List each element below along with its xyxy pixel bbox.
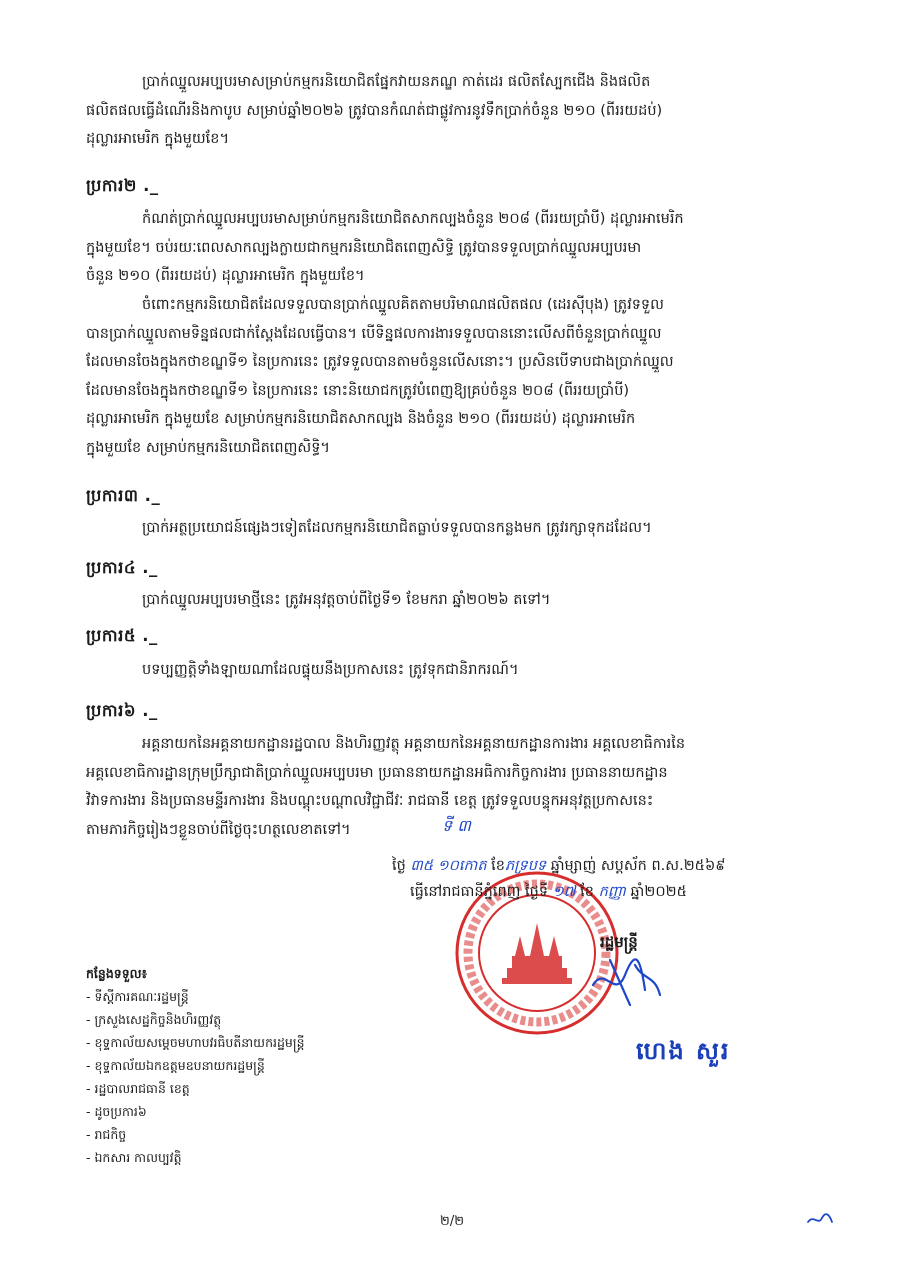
paragraph-article-2b [86, 291, 834, 462]
page-number: ២/២ [440, 1214, 465, 1229]
text-line: ប្រាក់ឈ្នួលអប្បបរមាថ្មីនេះ ត្រូវអនុវត្តចាប់ពីថ្ងៃទី១ ខែមករា ឆ្នាំ២០២៦ តទៅ។ [142, 592, 551, 608]
minister-title: រដ្ឋមន្ត្រី [600, 933, 638, 951]
recipients-title: កន្លែងទទួល៖ [86, 966, 148, 981]
text-line: អគ្គលេខាធិការដ្ឋានក្រុមប្រឹក្សាជាតិប្រាក់ឈ្នួលអប្បបរមា ប្រធាននាយកដ្ឋានអធិការកិច្ចការងារ ប្រធាននាយកដ្ឋាន [86, 764, 668, 781]
text-line: ក្នុងមួយខែ សម្រាប់កម្មករនិយោជិតពេញសិទ្ធិ។ [86, 439, 330, 456]
paragraph-article-3 [86, 514, 834, 543]
article-3-heading: ប្រការ៣ ._ [86, 486, 161, 505]
article-6-heading: ប្រការ៦ ._ [86, 701, 158, 720]
handwritten-solar-month: កញ្ញា [598, 884, 626, 900]
date-block [392, 853, 725, 905]
text-line: អគ្គនាយកនៃអគ្គនាយកដ្ឋានរដ្ឋបាល និងហិរញ្ញវត្ថុ អគ្គនាយកនៃអគ្គនាយកដ្ឋានការងារ អគ្គលេខាធិការនៃ [142, 736, 686, 752]
text-line: បទប្បញ្ញត្តិទាំងឡាយណាដែលផ្ទុយនឹងប្រកាសនេះ ត្រូវទុកជានិរាករណ៍។ [142, 662, 519, 678]
text-line: ផលិតផលធ្វើដំណើរនិងកាបូប សម្រាប់ឆ្នាំ២០២៦ ត្រូវបានកំណត់ជាផ្លូវការនូវទឹកប្រាក់ចំនួន ២១០ (ពីររយដប់) [86, 102, 663, 119]
list-item: - រាជកិច្ច [86, 1127, 127, 1142]
list-item: - ឯកសារ កាលប្បវត្តិ [86, 1150, 182, 1165]
paragraph-article-5 [86, 656, 834, 685]
text-line: ដុល្លារអាមេរិក ក្នុងមួយខែ សម្រាប់កម្មករនិយោជិតសាកល្បង និងចំនួន ២១០ (ពីររយដប់) ដុល្លារអាមេរិក [86, 411, 636, 427]
solar-date-line [392, 879, 725, 905]
article-4-heading: ប្រការ៤ ._ [86, 558, 158, 577]
paragraph-article-4 [86, 586, 834, 615]
handwritten-signature [585, 945, 665, 1015]
text-line: ដុល្លារអាមេរិក ក្នុងមួយខែ។ [86, 131, 230, 147]
text-line: ដែលមានចែងក្នុងកថាខណ្ឌទី១ នៃប្រការនេះ ត្រូវទទួលបានតាមចំនួនលើសនោះ។ ប្រសិនបើទាបជាងប្រាក់ឈ្នួល [86, 354, 674, 370]
lunar-date-line [392, 853, 725, 879]
solar-prefix: ធ្វើនៅរាជធានីភ្នំពេញ ថ្ងៃទី [410, 884, 549, 900]
handwritten-solar-day: ១៧ [552, 884, 576, 900]
list-item: - ខុទ្ទកាល័យឯកឧត្តមឧបនាយករដ្ឋមន្ត្រី [86, 1058, 265, 1073]
text-line: ប្រាក់អត្ថប្រយោជន៍ផ្សេងៗទៀតដែលកម្មករនិយោជិតធ្លាប់ទទួលបានកន្លងមក ត្រូវរក្សាទុកដដែល។ [142, 520, 652, 536]
text-line: វិវាទការងារ និងប្រធានមន្ទីរការងារ និងបណ្តុះបណ្តាលវិជ្ជាជីវៈ រាជធានី ខេត្ត ត្រូវទទួលបន្ទុកអនុវត្តប្រកាសនេះ [86, 793, 654, 809]
text-line: ចំពោះកម្មករនិយោជិតដែលទទួលបានប្រាក់ឈ្នួលគិតតាមបរិមាណផលិតផល (ដេរស៊ីបុង) ត្រូវទទួល [142, 297, 664, 313]
text-line: បានប្រាក់ឈ្នួលតាមទិន្នផលជាក់ស្តែងដែលធ្វើបាន។ បើទិន្នផលការងារទទួលបាននោះលើសពីចំនួនប្រាក់ឈ្នួល [86, 325, 662, 342]
paragraph-intro [86, 68, 834, 154]
list-item: - ទីស្តីការគណៈរដ្ឋមន្ត្រី [86, 989, 189, 1004]
handwritten-lunar-month: ភទ្របទ [504, 858, 547, 874]
article-5-heading: ប្រការ៥ ._ [86, 626, 158, 645]
lunar-suffix: ឆ្នាំម្សាញ់ សប្តស័ក ព.ស.២៥៦៩ [550, 858, 726, 874]
list-item: - ខុទ្ទកាល័យសម្តេចមហាបវរធិបតីនាយករដ្ឋមន្ត្រី [86, 1035, 305, 1050]
list-item: - ក្រសួងសេដ្ឋកិច្ចនិងហិរញ្ញវត្ថុ [86, 1012, 222, 1027]
solar-month-prefix: ខែ [580, 884, 594, 900]
article-2-heading: ប្រការ២ ._ [86, 176, 159, 195]
solar-suffix: ឆ្នាំ២០២៥ [630, 884, 687, 900]
handwritten-lunar-day: ៣៥ ១០កោត [410, 858, 487, 874]
minister-name: ហេង សួរ [636, 1037, 731, 1065]
lunar-prefix: ថ្ងៃ [392, 858, 406, 874]
lunar-month-prefix: ខែ [491, 858, 505, 874]
paragraph-article-2a [86, 205, 834, 291]
text-line: តាមភារកិច្ចរៀងៗខ្លួនចាប់ពីថ្ងៃចុះហត្ថលេខាតទៅ។ [86, 821, 351, 838]
text-line: ដែលមានចែងក្នុងកថាខណ្ឌទី១ នៃប្រការនេះ នោះនិយោជកត្រូវបំពេញឱ្យគ្រប់ចំនួន ២០៨ (ពីររយប្រាំបី) [86, 382, 630, 399]
text-line: ប្រាក់ឈ្នួលអប្បបរមាសម្រាប់កម្មករនិយោជិតផ្នែកវាយនភណ្ឌ កាត់ដេរ ផលិតស្បែកជើង និងផលិត [142, 74, 651, 90]
text-line: ក្នុងមួយខែ។ ចប់រយៈពេលសាកល្បងក្លាយជាកម្មករនិយោជិតពេញសិទ្ធិ ត្រូវបានទទួលប្រាក់ឈ្នួលអប្បបរមា [86, 239, 642, 256]
recipients-list [86, 962, 305, 1169]
handwritten-initial-mark [806, 1212, 834, 1228]
handwritten-margin-initials: ទី ៣ [442, 816, 471, 835]
text-line: ចំនួន ២១០ (ពីររយដប់) ដុល្លារអាមេរិក ក្នុងមួយខែ។ [86, 268, 365, 284]
list-item: - រដ្ឋបាលរាជធានី ខេត្ត [86, 1081, 190, 1096]
list-item: - ដូចប្រការ៦ [86, 1104, 147, 1119]
text-line: កំណត់ប្រាក់ឈ្នួលអប្បបរមាសម្រាប់កម្មករនិយោជិតសាកល្បងចំនួន ២០៨ (ពីររយប្រាំបី) ដុល្លារអាមេរិក [142, 211, 684, 227]
